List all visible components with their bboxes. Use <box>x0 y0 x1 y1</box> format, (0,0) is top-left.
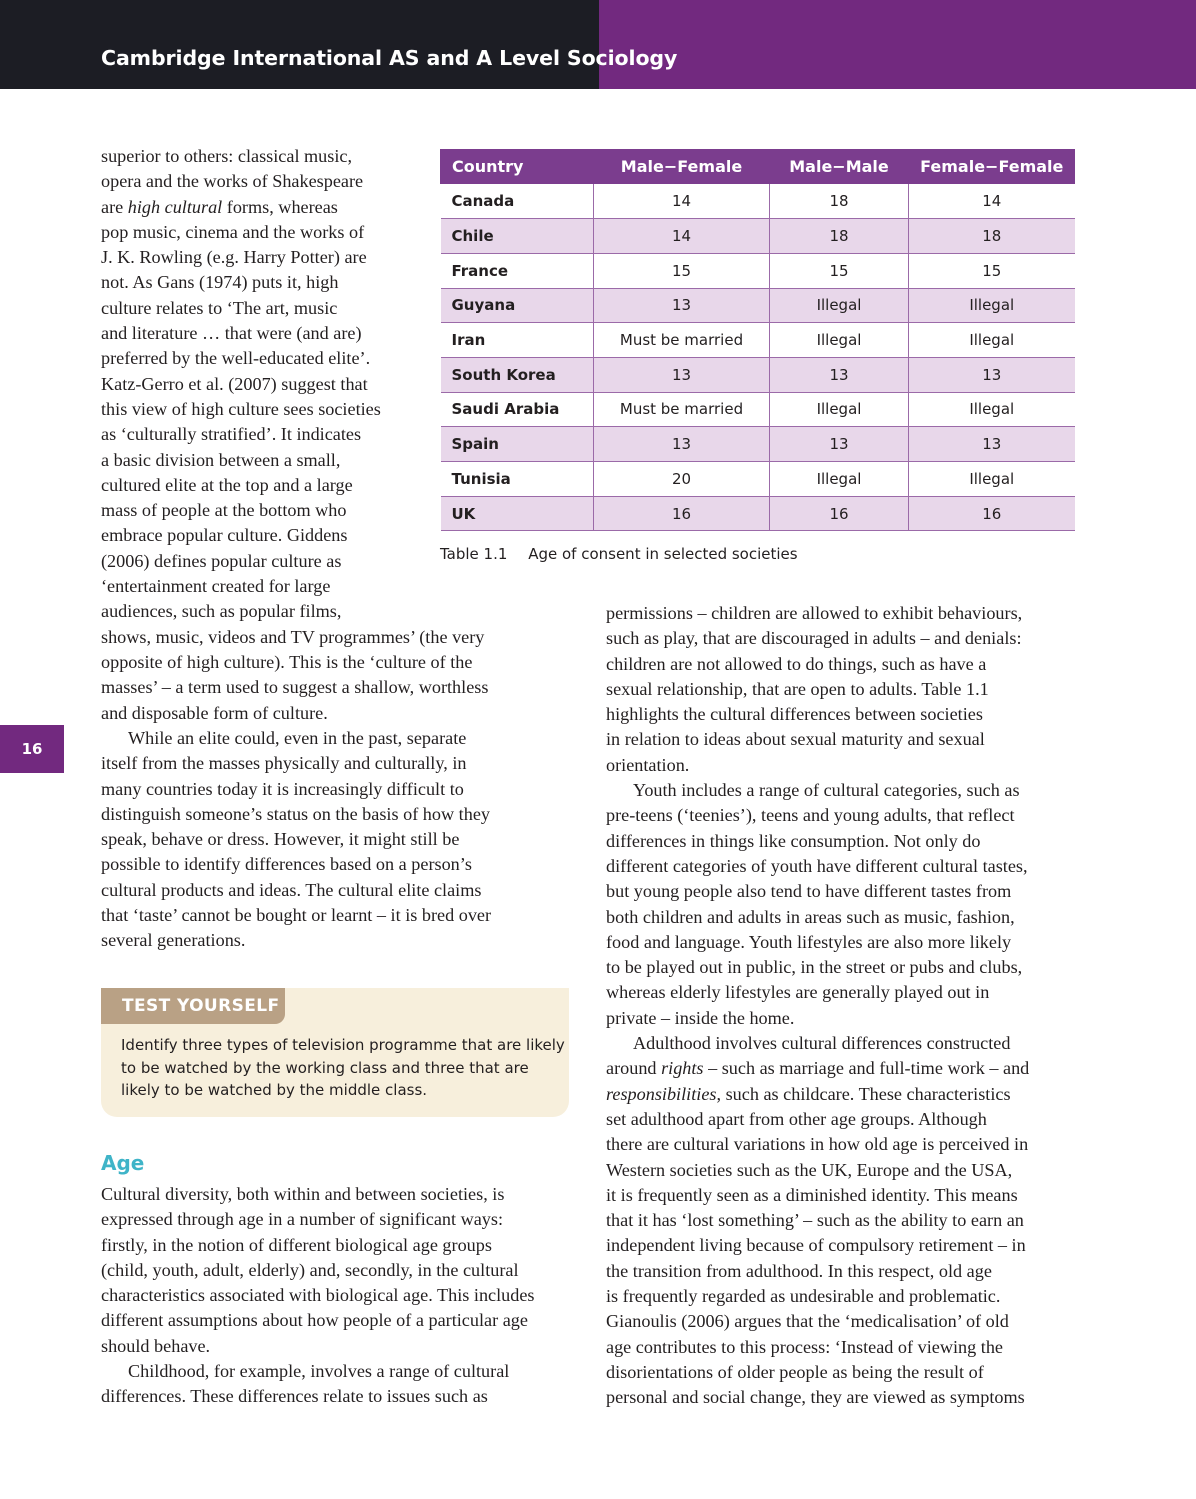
text-line: it is frequently seen as a diminished identity. This means <box>606 1184 1018 1205</box>
text-line: speak, behave or dress. However, it might still be <box>101 829 460 850</box>
table-cell: Guyana <box>441 288 594 323</box>
text-line: to be played out in public, in the street or pubs and clubs, <box>606 957 1023 978</box>
table-cell: 14 <box>594 219 770 254</box>
table-cell: 18 <box>909 219 1075 254</box>
column-header: Female−Female <box>909 149 1075 184</box>
text-line: such as play, that are discouraged in adults – and denials: <box>606 628 1022 649</box>
text-line: audiences, such as popular films, <box>101 601 342 622</box>
table-row <box>441 219 1075 254</box>
text-line: but young people also tend to have different tastes from <box>606 881 1012 902</box>
text-line: to be watched by the working class and three that are <box>121 1058 529 1077</box>
table-cell: 13 <box>909 427 1075 462</box>
text-line: personal and social change, they are viewed as symptoms <box>606 1387 1025 1408</box>
table-cell: 13 <box>594 427 770 462</box>
text-line: age contributes to this process: ‘Instead of viewing the <box>606 1336 1003 1357</box>
text-line: are high cultural forms, whereas <box>101 196 338 217</box>
table-row <box>441 253 1075 288</box>
table-cell: 13 <box>770 357 909 392</box>
text-line: different assumptions about how people of a particular age <box>101 1310 528 1331</box>
section-heading-age: Age <box>101 1151 145 1175</box>
test-yourself-label: TEST YOURSELF <box>101 988 285 1024</box>
text-line: superior to others: classical music, <box>101 146 353 166</box>
table-caption <box>440 545 798 563</box>
text-line: characteristics associated with biological age. This includes <box>101 1285 535 1306</box>
test-yourself-box <box>101 988 569 1117</box>
text-line: expressed through age in a number of significant ways: <box>101 1209 504 1230</box>
table-cell: 13 <box>594 357 770 392</box>
table-row <box>441 462 1075 497</box>
text-line: Western societies such as the UK, Europe and the USA, <box>606 1159 1013 1180</box>
text-line: pop music, cinema and the works of <box>101 221 365 242</box>
table-row <box>441 184 1075 219</box>
table-cell: Iran <box>441 323 594 358</box>
table-cell: 13 <box>594 288 770 323</box>
table-cell: 13 <box>909 357 1075 392</box>
right-column-text <box>606 601 1029 1411</box>
text-line: the transition from adulthood. In this respect, old age <box>606 1260 992 1281</box>
text-line: sexual relationship, that are open to adults. Table 1.1 <box>606 678 989 699</box>
table-cell: Illegal <box>909 288 1075 323</box>
table-row <box>441 496 1075 531</box>
table-cell: 18 <box>770 219 909 254</box>
test-yourself-text <box>121 1034 565 1102</box>
column-header: Male−Male <box>770 149 909 184</box>
text-line: differences. These differences relate to issues such as <box>101 1386 488 1407</box>
text-line: Gianoulis (2006) argues that the ‘medicalisation’ of old <box>606 1311 1009 1332</box>
text-fragment: – such as marriage and full-time work – and <box>703 1058 1030 1079</box>
text-line: likely to be watched by the middle class. <box>121 1081 428 1099</box>
text-line: culture relates to ‘The art, music <box>101 297 338 318</box>
table-cell: 20 <box>594 462 770 497</box>
text-line: this view of high culture sees societies <box>101 398 381 419</box>
text-line: opera and the works of Shakespeare <box>101 171 364 192</box>
text-line: Adulthood involves cultural differences constructed <box>633 1033 1011 1054</box>
table-cell: Tunisia <box>441 462 594 497</box>
table-cell: UK <box>441 496 594 531</box>
text-line: (child, youth, adult, elderly) and, secondly, in the cultural <box>101 1259 519 1280</box>
text-line: possible to identify differences based on a person’s <box>101 854 472 875</box>
table-cell: 16 <box>909 496 1075 531</box>
text-line: as ‘culturally stratified’. It indicates <box>101 424 362 445</box>
table-cell: Illegal <box>770 462 909 497</box>
table-cell: Illegal <box>909 462 1075 497</box>
table-cell: 13 <box>770 427 909 462</box>
text-line: should behave. <box>101 1335 211 1356</box>
table-row <box>441 392 1075 427</box>
column-header: Male−Female <box>594 149 770 184</box>
text-line: firstly, in the notion of different biological age groups <box>101 1234 492 1255</box>
text-line: While an elite could, even in the past, separate <box>128 728 467 748</box>
table-cell: 14 <box>909 184 1075 219</box>
table-row <box>441 323 1075 358</box>
table-cell: 18 <box>770 184 909 219</box>
book-title: Cambridge International AS and A Level Sociology <box>101 46 678 70</box>
text-line: permissions – children are allowed to exhibit behaviours, <box>606 603 1023 623</box>
text-line: different categories of youth have different cultural tastes, <box>606 855 1028 876</box>
text-line: cultured elite at the top and a large <box>101 474 353 495</box>
table-cell: South Korea <box>441 357 594 392</box>
text-line: several generations. <box>101 930 246 951</box>
age-of-consent-table <box>440 149 1075 531</box>
age-paragraph <box>101 1182 535 1410</box>
table-cell: 15 <box>594 253 770 288</box>
table-row <box>441 427 1075 462</box>
text-line: Katz-Gerro et al. (2007) suggest that <box>101 373 368 394</box>
table-row <box>441 288 1075 323</box>
text-line: private – inside the home. <box>606 1007 795 1028</box>
text-line: ‘entertainment created for large <box>101 576 331 597</box>
text-line: Youth includes a range of cultural categories, such as <box>633 780 1020 801</box>
text-line: J. K. Rowling (e.g. Harry Potter) are <box>101 247 367 268</box>
text-line: highlights the cultural differences between societies <box>606 704 983 725</box>
text-line: (2006) defines popular culture as <box>101 550 342 571</box>
text-line: there are cultural variations in how old age is perceived in <box>606 1134 1029 1155</box>
table-cell: Saudi Arabia <box>441 392 594 427</box>
text-line: opposite of high culture). This is the ‘culture of the <box>101 651 473 672</box>
column-header: Country <box>441 149 594 184</box>
text-line: in relation to ideas about sexual maturity and sexual <box>606 729 985 750</box>
text-line: orientation. <box>606 754 690 775</box>
text-line: embrace popular culture. Giddens <box>101 525 348 546</box>
text-line: preferred by the well-educated elite’. <box>101 348 371 369</box>
text-line: whereas elderly lifestyles are generally played out in <box>606 982 990 1003</box>
text-line: independent living because of compulsory retirement – in <box>606 1235 1026 1256</box>
text-line: disorientations of older people as being the result of <box>606 1361 984 1382</box>
text-line: Cultural diversity, both within and between societies, is <box>101 1184 505 1204</box>
table-cell: France <box>441 253 594 288</box>
table-cell: Illegal <box>770 323 909 358</box>
elite-paragraph <box>101 726 491 954</box>
text-fragment: , such as childcare. These characteristics <box>716 1083 1011 1104</box>
table-header-row <box>441 149 1075 184</box>
table-cell: Illegal <box>909 323 1075 358</box>
table-cell: Illegal <box>770 288 909 323</box>
text-line: masses’ – a term used to suggest a shallow, worthless <box>101 677 489 698</box>
table-cell: 14 <box>594 184 770 219</box>
text-line: distinguish someone’s status on the basis of how they <box>101 803 490 824</box>
table-row <box>441 357 1075 392</box>
header-bar-purple <box>599 0 1196 89</box>
table-cell: Must be married <box>594 392 770 427</box>
text-line: food and language. Youth lifestyles are also more likely <box>606 931 1012 952</box>
table-cell: Illegal <box>909 392 1075 427</box>
text-line: children are not allowed to do things, such as have a <box>606 653 987 674</box>
text-fragment: around <box>606 1058 662 1079</box>
table-cell: 15 <box>909 253 1075 288</box>
text-line: many countries today it is increasingly difficult to <box>101 778 464 799</box>
table-caption-text: Age of consent in selected societies <box>528 545 798 563</box>
text-line: cultural products and ideas. The cultural elite claims <box>101 879 482 900</box>
text-line: Identify three types of television programme that are likely <box>121 1036 565 1054</box>
text-line: that ‘taste’ cannot be bought or learnt – it is bred over <box>101 905 492 926</box>
italic-term: high cultural <box>127 196 223 217</box>
text-line: mass of people at the bottom who <box>101 500 347 521</box>
text-line: not. As Gans (1974) puts it, high <box>101 272 339 293</box>
text-line: that it has ‘lost something’ – such as the ability to earn an <box>606 1210 1024 1231</box>
italic-term: rights <box>661 1058 704 1079</box>
table-cell: Chile <box>441 219 594 254</box>
table-cell: Spain <box>441 427 594 462</box>
table-cell: Must be married <box>594 323 770 358</box>
table-cell: Canada <box>441 184 594 219</box>
page-number-tab <box>0 725 64 773</box>
text-line: a basic division between a small, <box>101 449 341 470</box>
intro-paragraph <box>101 144 488 726</box>
text-line <box>606 1056 1029 1081</box>
text-line: Childhood, for example, involves a range of cultural <box>128 1361 510 1382</box>
text-line <box>606 1082 1029 1107</box>
text-line: and literature … that were (and are) <box>101 323 362 344</box>
text-line: pre-teens (‘teenies’), teens and young adults, that reflect <box>606 805 1015 826</box>
text-line: both children and adults in areas such as music, fashion, <box>606 906 1015 927</box>
table-cell: 15 <box>770 253 909 288</box>
table-caption-number: Table 1.1 <box>440 545 508 563</box>
text-line: is frequently regarded as undesirable and problematic. <box>606 1286 1001 1307</box>
header-bar-dark <box>0 0 599 89</box>
table-cell: 16 <box>770 496 909 531</box>
page-number: 16 <box>21 740 43 758</box>
text-line: differences in things like consumption. Not only do <box>606 830 981 851</box>
text-line: set adulthood apart from other age groups. Although <box>606 1108 987 1129</box>
text-line: itself from the masses physically and culturally, in <box>101 753 467 774</box>
text-line: and disposable form of culture. <box>101 702 328 723</box>
text-line: shows, music, videos and TV programmes’ (the very <box>101 626 485 647</box>
italic-term: responsibilities <box>606 1083 717 1104</box>
table-cell: 16 <box>594 496 770 531</box>
table-cell: Illegal <box>770 392 909 427</box>
